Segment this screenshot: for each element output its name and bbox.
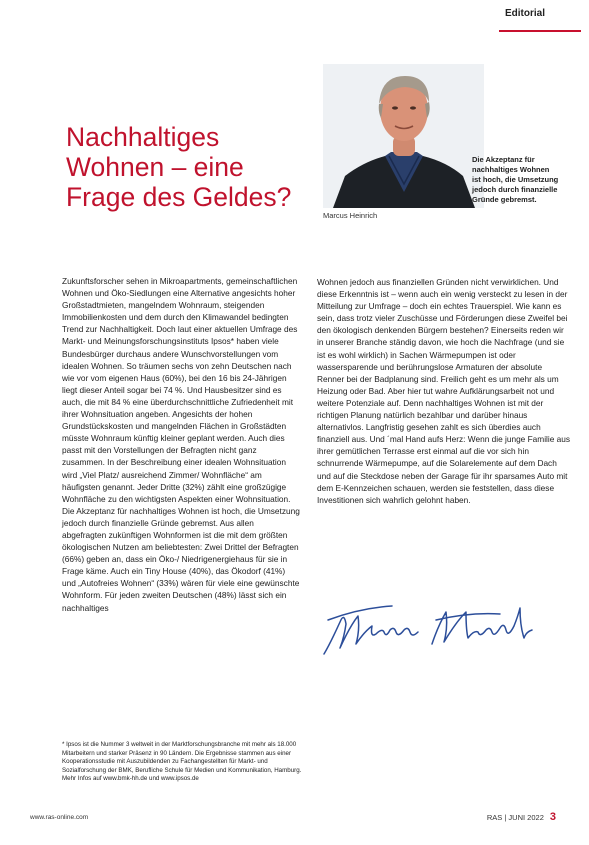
section-label: Editorial: [505, 8, 546, 19]
photo-caption: Marcus Heinrich: [323, 211, 378, 220]
issue-label: RAS | JUNI 2022: [486, 813, 544, 822]
paragraph: Wohnen jedoch aus finanziellen Gründen nicht verwirklichen. Und diese Erkenntnis ist – wenn auch ein wenig versteckt zu lesen in der Mitteilung zur Umfrage – doch ein echtes Trauerspiel. Wie kann es sein, dass trotz vieler Zuschüsse und Förderungen diese Zweifel bei den ökologisch denkenden Bürgern bestehen? Einerseits reden wir in unserer Branche ständig davon, wie hoch die Nachfrage (und sie ist es wohl wirklich) in Sachen Wärmepumpen ist oder wassersparende und berührungslose Armaturen der absolute Renner bei der Badplanung sind. Freilich geht es um mehr als um Heizung oder Bad. Aber hier tut wahre Aufklärungsarbeit not und weitere Potenziale auf. Denn nachhaltiges Wohnen ist mit der richtigen Planung natürlich bezahlbar und darüber hinaus alternativlos. Langfristig gesehen zahlt es sich überdies auch finanziell aus. Und ´mal Hand aufs Herz: Wenn die junge Familie aus ihrer gemütlichen Terrasse erst einmal auf die vor sich hin schnurrende Wärmepumpe, auf die Solarelemente auf dem Dach und auf die Steckdose neben der Garage für ihr sparsames Auto mit dem E-Kennzeichen schauen, werden sie feststellen, dass diese Investitionen sich wahrlich gelohnt haben.: [317, 277, 571, 505]
author-signature: [320, 586, 535, 671]
author-photo: [323, 64, 484, 208]
article-column-left: [62, 275, 300, 614]
photo-side-caption: Die Akzeptanz für nachhaltiges Wohnen ist hoch, die Umsetzung jedoch durch finanzielle Gründe gebremst.: [472, 155, 559, 204]
footer-issue: [487, 811, 556, 823]
page-title: Nachhaltiges Wohnen – eine Frage des Geldes?: [66, 122, 292, 212]
footer-website: www.ras-online.com: [30, 814, 89, 821]
article-column-right: [317, 276, 571, 506]
section-rule: [499, 30, 581, 32]
paragraph: Zukunftsforscher sehen in Mikroapartments, gemeinschaftlichen Wohnen und Öko-Siedlungen eine Alternative angesichts hoher Großstadtmieten, mangelndem Wohnraum, steigenden Immobilienkosten und dem durch den Klimawandel bedingten Trend zur Nachhaltigkeit. Doch laut einer aktuellen Umfrage des Markt- und Meinungsforschungsinstituts Ipsos* haben viele Bundesbürger durchaus andere Wunschvorstellungen vom idealen Wohnen. So träumen sechs von zehn Deutschen nach wie vor vom eigenen Haus (60%), bei den 16 bis 24-Jährigen liegt dieser Anteil sogar bei 74 %. Und Hausbesitzer sind es auch, die mit 84 % eine überdurchschnittliche Zufriedenheit mit ihrer Wohnsituation angeben. Angesichts der hohen Grundstückskosten und mangelnden Flächen in Großstädten müsste Wohnraum künftig kleiner geplant werden. Auch dies passt mit den Vorstellungen der Befragten nicht ganz zusammen. In der Beschreibung einer idealen Wohnsituation wird „Viel Platz/ ausreichend Zimmer/ Wohnfläche“ am häufigsten genannt. Jeder Dritte (32%) zählt eine großzügige Wohnfläche zu den wichtigsten Aspekten einer Wohnsituation.: [62, 276, 298, 504]
paragraph: Die Akzeptanz für nachhaltiges Wohnen ist hoch, die Umsetzung jedoch durch finanzielle Gründe gebremst. Aus allen abgefragten zukünftigen Wohnformen ist die mit dem größten ökologischen Nutzen am beliebtesten: Zwei Drittel der Befragten (66%) geben an, dass ein Öko-/ Niedrigenergiehaus für sie in Frage käme. Auch ein Tiny House (40%), das Ökodorf (41%) und „Autofreies Wohnen“ (33%) wären für viele eine gewünschte Wohnform. Für jeden zweiten Deutschen (48%) lässt sich ein nachhaltiges: [62, 505, 300, 613]
page-number: 3: [549, 811, 556, 823]
footnote: * Ipsos ist die Nummer 3 weltweit in der Marktforschungsbranche mit mehr als 18.000 Mitarbeitern und starker Präsenz in 90 Ländern. Die Ergebnisse stammen aus einer Kooperationsstudie mit Auszubildenden zu Fachangestellten für Markt- und Sozialforschung der BMK, Berufliche Schule für Medien und Kommunikation, Hamburg. Mehr Infos auf www.bmk-hh.de und www.ipsos.de: [62, 741, 302, 783]
